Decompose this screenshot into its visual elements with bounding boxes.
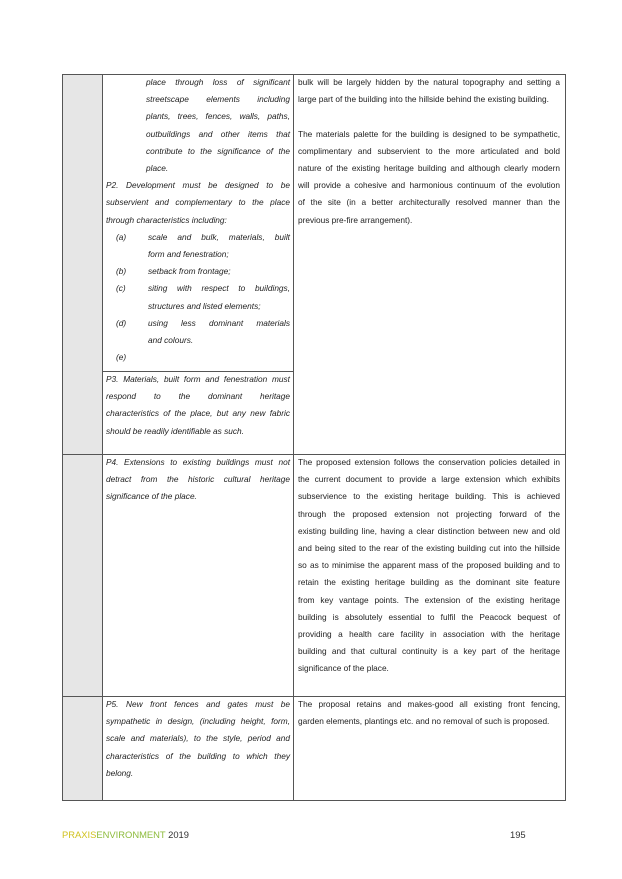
table-border-right [565,74,566,801]
text-line: P4. Extensions to existing buildings must not [106,457,290,467]
list-item-label: (d) [116,317,127,328]
text-line: belong. [106,767,134,778]
text-line: building and that cultural continuity is a key part of the heritage [298,646,560,657]
text-line: characteristics of the place, but any new fabric [106,408,290,419]
row-1-left-cell [106,74,290,366]
footer-year: 2019 [168,829,189,840]
text-line: plants, trees, fences, walls, paths, [146,111,290,122]
policy-p5 [106,696,290,782]
policy-p2 [106,177,290,366]
brand-environment: ENVIRONMENT [96,829,166,840]
text-line: garden elements, plantings etc. and no removal of such is proposed. [298,716,550,727]
text-line: place through loss of significant [146,77,290,87]
text-line: so as to minimise the apparent mass of the proposed building and to [298,560,560,571]
table-divider-1 [102,74,103,801]
text-line: siting with respect to buildings, [148,283,290,294]
text-line: through the proposed extension not projecting forward of the [298,508,560,519]
text-line: subservient and complementary to the place [106,197,290,208]
text-line: complimentary and subservient to the more articulated and bold [298,145,560,156]
list-item [106,263,290,280]
text-line: previous pre-fire arrangement). [298,214,413,225]
list-item [106,349,290,366]
list-item-label: (c) [116,283,126,294]
text-line: scale and bulk, materials, built [148,231,290,242]
text-line: large part of the building into the hillside behind the existing building. [298,94,549,105]
text-line: providing a health care facility in association with the heritage [298,629,560,640]
text-line: P3. Materials, built form and fenestration must [106,374,290,384]
table-border-left [62,74,63,801]
brand-praxis: PRAXIS [62,829,97,840]
text-line: should be readily identifiable as such. [106,425,244,436]
text-line: significance of the place. [298,663,389,674]
text-line: place. [146,163,169,174]
text-line: P2. Development must be designed to be [106,180,290,191]
text-line: respond to the dominant heritage [106,391,290,402]
text-line: scale and materials), to the style, period and [106,733,290,744]
text-line: nature of the existing heritage building and although clearly modern [298,163,560,173]
continued-policy-text [106,74,290,177]
text-line: sympathetic in design, (including height, form, [106,716,290,727]
paragraph-gap [298,108,560,125]
text-line: The proposal retains and makes-good all existing front fencing, [298,699,560,709]
footer-brand [62,829,189,840]
text-line: subservience to the existing heritage building. This is achieved [298,491,560,502]
row-2-response-cell [298,454,560,678]
text-line: retain the existing heritage building as the dominant site feature [298,577,560,588]
heritage-policy-table [62,74,566,801]
text-line: form and fenestration; [148,249,229,260]
text-line: The proposed extension follows the conservation policies detailed in [298,457,560,467]
table-divider-2 [293,74,294,801]
table-margin-column [62,74,102,801]
text-line: significance of the place. [106,491,197,502]
text-line: bulk will be largely hidden by the natural topography and setting a [298,77,560,87]
text-line: the current document to provide a large extension which exhibits [298,474,560,485]
text-line: setback from frontage; [148,266,231,277]
text-line: streetscape elements including [146,94,290,105]
list-item-label: (b) [116,266,127,277]
row-3-response-cell [298,696,560,730]
text-line: and being sited to the rear of the existing building cut into the hillside [298,543,560,554]
text-line: will provide a cohesive and harmonious continuum of the evolution [298,180,560,191]
list-item-label: (e) [116,352,127,363]
list-item [106,229,290,263]
list-item-label: (a) [116,231,127,242]
text-line: using less dominant materials [148,317,290,328]
row-1-response-cell [298,74,560,229]
text-line: detract from the historic cultural heritage [106,474,290,485]
text-line: P5. New front fences and gates must be [106,699,290,709]
text-line: of the site (in a better architecturally resolved manner than the [298,197,560,208]
text-line: existing building line, having a clear distinction between new and old [298,525,560,536]
text-line: The materials palette for the building is designed to be sympathetic, [298,128,560,139]
text-line: outbuildings and other items that [146,128,290,139]
text-line: characteristics of the building to which they [106,750,290,761]
list-item [106,280,290,314]
list-item [106,315,290,349]
text-line: through characteristics including: [106,214,227,225]
text-line: structures and listed elements; [148,300,261,311]
text-line: building is absolutely essential to fulfil the Peacock bequest of [298,611,560,622]
text-line: and colours. [148,335,194,346]
page-number: 195 [510,829,526,840]
text-line: from key vantage points. The extension of the existing heritage [298,594,560,605]
text-line: contribute to the significance of the [146,145,290,156]
table-border-bottom [62,800,566,801]
policy-p4 [106,454,290,506]
policy-p3 [106,371,290,440]
